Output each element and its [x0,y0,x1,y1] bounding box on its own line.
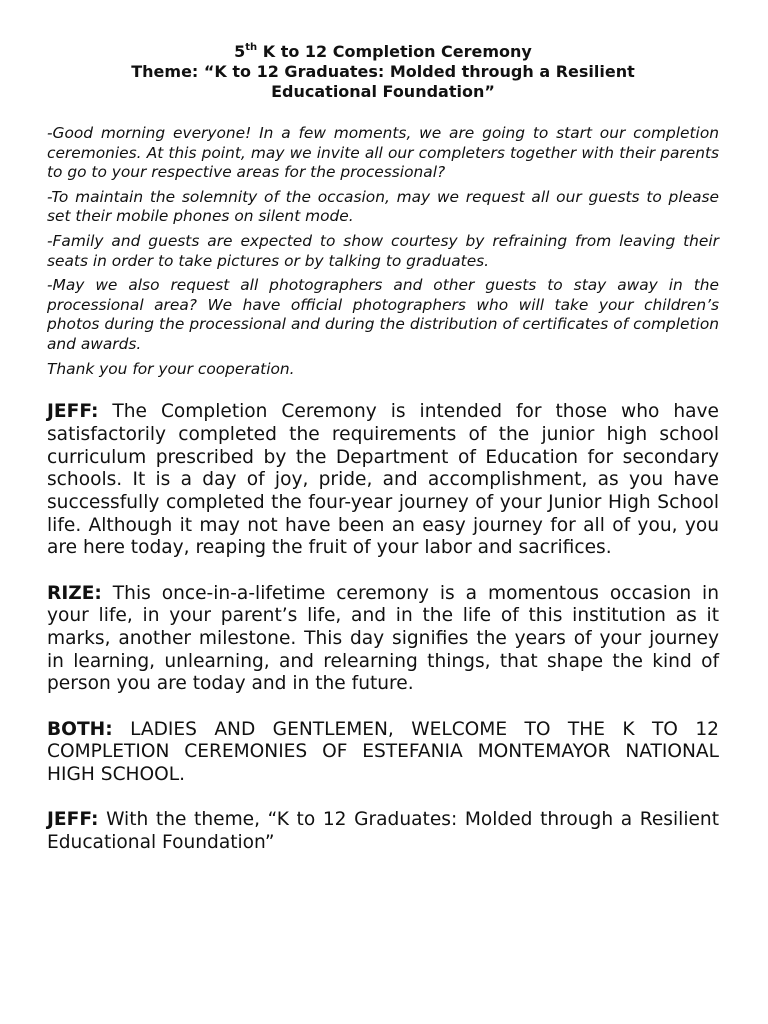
document-page [47,42,719,877]
document-header [47,42,719,102]
script-paragraph [47,583,719,697]
note-paragraph: Thank you for your cooperation. [47,359,295,378]
host-script [47,401,719,854]
speaker-label: BOTH: [47,718,113,740]
note-paragraph: -May we also request all photographers and other guests to stay away in the processional area? We have official photographers who will take your children’s photos during the processional and during the distribution of certificates of completion and awards. [47,276,719,353]
script-paragraph [47,401,719,560]
speaker-label: JEFF: [47,401,99,423]
announcement-notes [47,124,719,379]
script-paragraph [47,719,719,787]
script-text: This once-in-a-lifetime ceremony is a momentous occasion in your life, in your parent’s life, and in the life of this institution as it marks, another milestone. This day signifies the years of your journey in learning, unlearning, and relearning things, that shape the kind of person you are today and in the future. [47,582,719,695]
theme-line-2: Educational Foundation” [271,82,495,101]
script-text: LADIES AND GENTLEMEN, WELCOME TO THE K TO 12 COMPLETION CEREMONIES OF ESTEFANIA MONTEMAYOR NATIONAL HIGH SCHOOL. [47,718,719,785]
ceremony-title [47,42,719,62]
note-paragraph: -Good morning everyone! In a few moments, we are going to start our completion ceremonies. At this point, may we invite all our completers together with their parents to go to your respective areas for the processional? [47,124,719,182]
script-text: With the theme, “K to 12 Graduates: Molded through a Resilient Educational Foundation” [47,809,719,853]
note-paragraph: -Family and guests are expected to show courtesy by refraining from leaving their seats in order to take pictures or by talking to graduates. [47,231,719,270]
title-ordinal: 5 [234,42,246,61]
script-text: The Completion Ceremony is intended for those who have satisfactorily completed the requirements of the junior high school curriculum prescribed by the Department of Education for secondary schools. It is a day of joy, pride, and accomplishment, as you have successfully completed the four-year journey of your Junior High School life. Although it may not have been an easy journey for all of you, you are here today, reaping the fruit of your labor and sacrifices. [47,401,719,559]
theme-line-1: Theme: “K to 12 Graduates: Molded through a Resilient [131,62,635,81]
speaker-label: RIZE: [47,582,102,604]
script-paragraph [47,809,719,854]
title-ordinal-suffix: th [245,41,258,53]
note-paragraph: -To maintain the solemnity of the occasion, may we request all our guests to please set their mobile phones on silent mode. [47,187,719,226]
title-text: K to 12 Completion Ceremony [257,42,532,61]
speaker-label: JEFF: [47,809,99,831]
